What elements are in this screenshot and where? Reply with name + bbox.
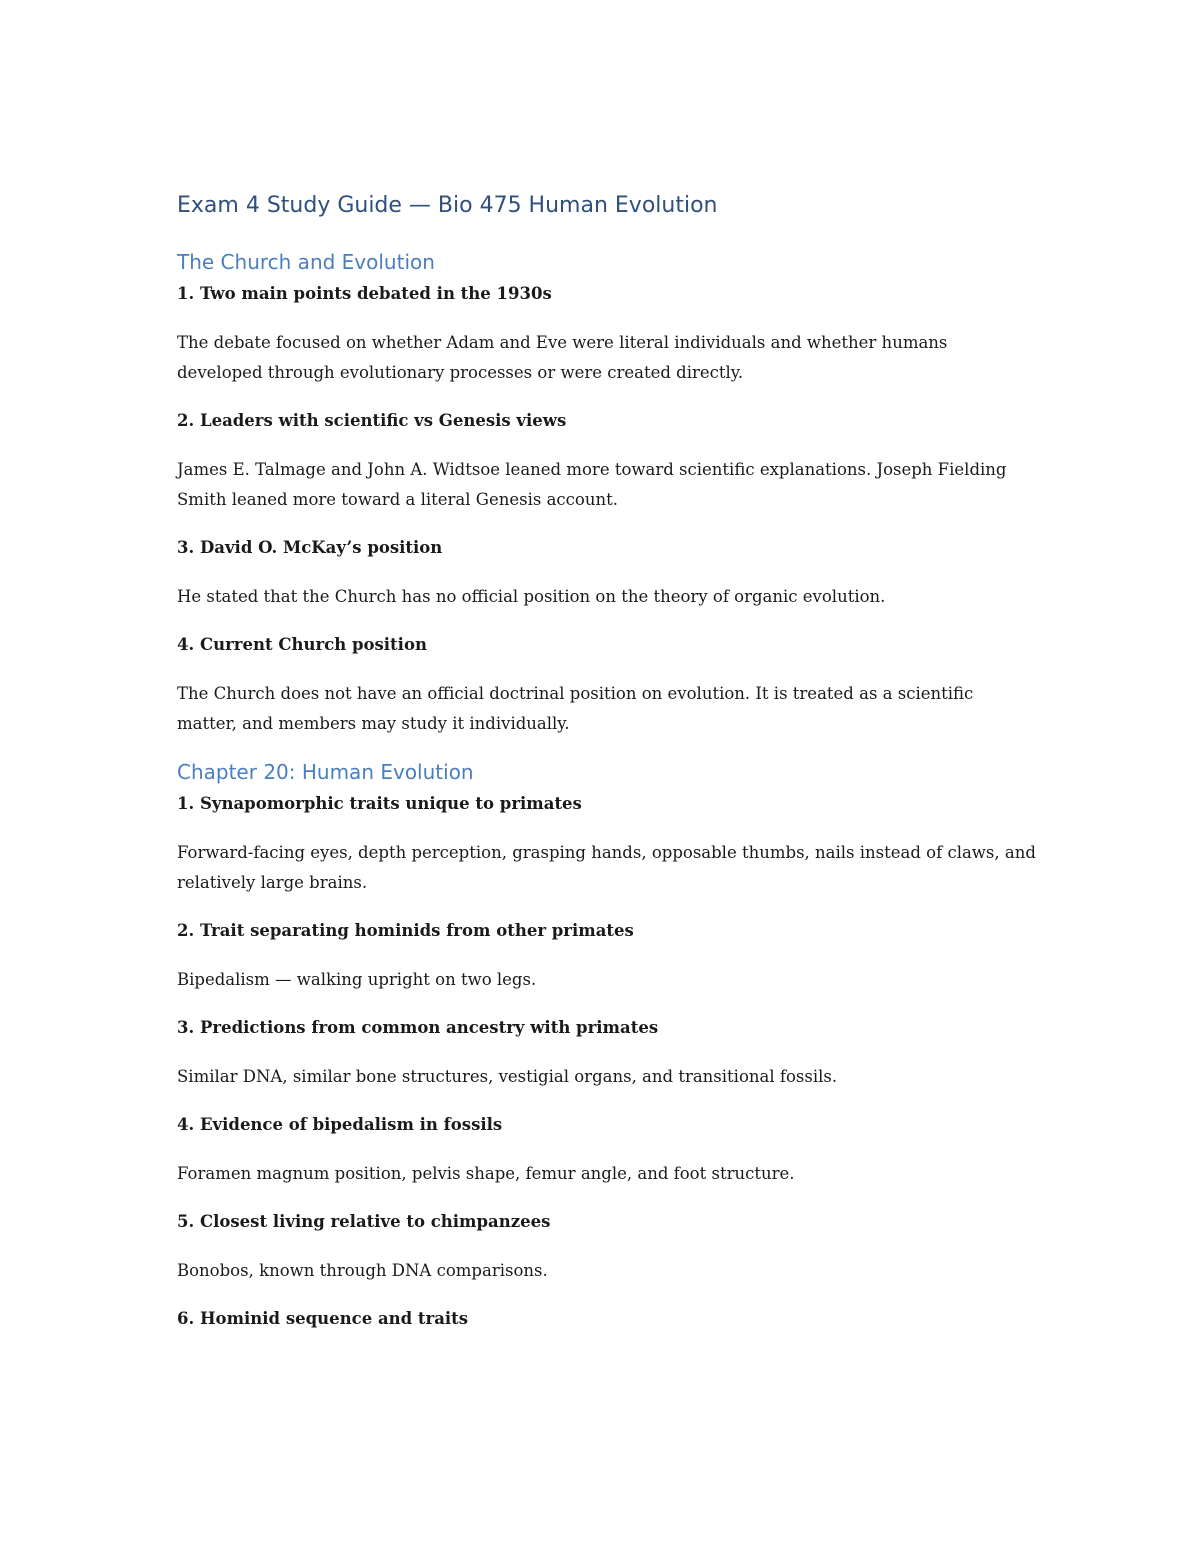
answer-text: Similar DNA, similar bone structures, vestigial organs, and transitional fossils.: [177, 1067, 838, 1086]
question-heading: 2. Leaders with scientific vs Genesis views: [177, 411, 567, 430]
question-heading: 1. Two main points debated in the 1930s: [177, 284, 552, 303]
study-item: [177, 279, 1037, 388]
question-heading: 3. Predictions from common ancestry with primates: [177, 1018, 659, 1037]
question-heading: 2. Trait separating hominids from other primates: [177, 921, 634, 940]
study-item: [177, 789, 1037, 898]
study-item: [177, 1110, 1037, 1189]
answer-text: Bonobos, known through DNA comparisons.: [177, 1261, 548, 1280]
answer-text: Bipedalism — walking upright on two legs.: [177, 970, 537, 989]
section-church-and-evolution: [177, 247, 1037, 739]
answer-text: He stated that the Church has no official position on the theory of organic evolution.: [177, 587, 886, 606]
study-item: [177, 630, 1037, 739]
answer-text: Forward-facing eyes, depth perception, grasping hands, opposable thumbs, nails instead of claws, and relatively large brains.: [177, 843, 1036, 892]
study-item: [177, 916, 1037, 995]
question-heading: 3. David O. McKay’s position: [177, 538, 443, 557]
answer-text: Foramen magnum position, pelvis shape, femur angle, and foot structure.: [177, 1164, 795, 1183]
answer-text: The Church does not have an official doctrinal position on evolution. It is treated as a scientific matter, and members may study it individually.: [177, 684, 974, 733]
question-heading: 6. Hominid sequence and traits: [177, 1309, 469, 1328]
study-item: [177, 1013, 1037, 1092]
section-heading: Chapter 20: Human Evolution: [177, 760, 474, 784]
answer-text: James E. Talmage and John A. Widtsoe leaned more toward scientific explanations. Joseph Fielding Smith leaned more toward a literal Genesis account.: [177, 460, 1007, 509]
answer-text: The debate focused on whether Adam and Eve were literal individuals and whether humans developed through evolutionary processes or were created directly.: [177, 333, 948, 382]
document-title: Exam 4 Study Guide — Bio 475 Human Evolution: [177, 193, 718, 218]
study-item: [177, 1304, 1037, 1334]
study-item: [177, 1207, 1037, 1286]
question-heading: 5. Closest living relative to chimpanzees: [177, 1212, 551, 1231]
question-heading: 4. Evidence of bipedalism in fossils: [177, 1115, 503, 1134]
document-content: [177, 190, 1037, 1353]
section-chapter-20: [177, 757, 1037, 1334]
study-item: [177, 533, 1037, 612]
question-heading: 1. Synapomorphic traits unique to primates: [177, 794, 582, 813]
study-item: [177, 406, 1037, 515]
section-heading: The Church and Evolution: [177, 250, 435, 274]
question-heading: 4. Current Church position: [177, 635, 427, 654]
